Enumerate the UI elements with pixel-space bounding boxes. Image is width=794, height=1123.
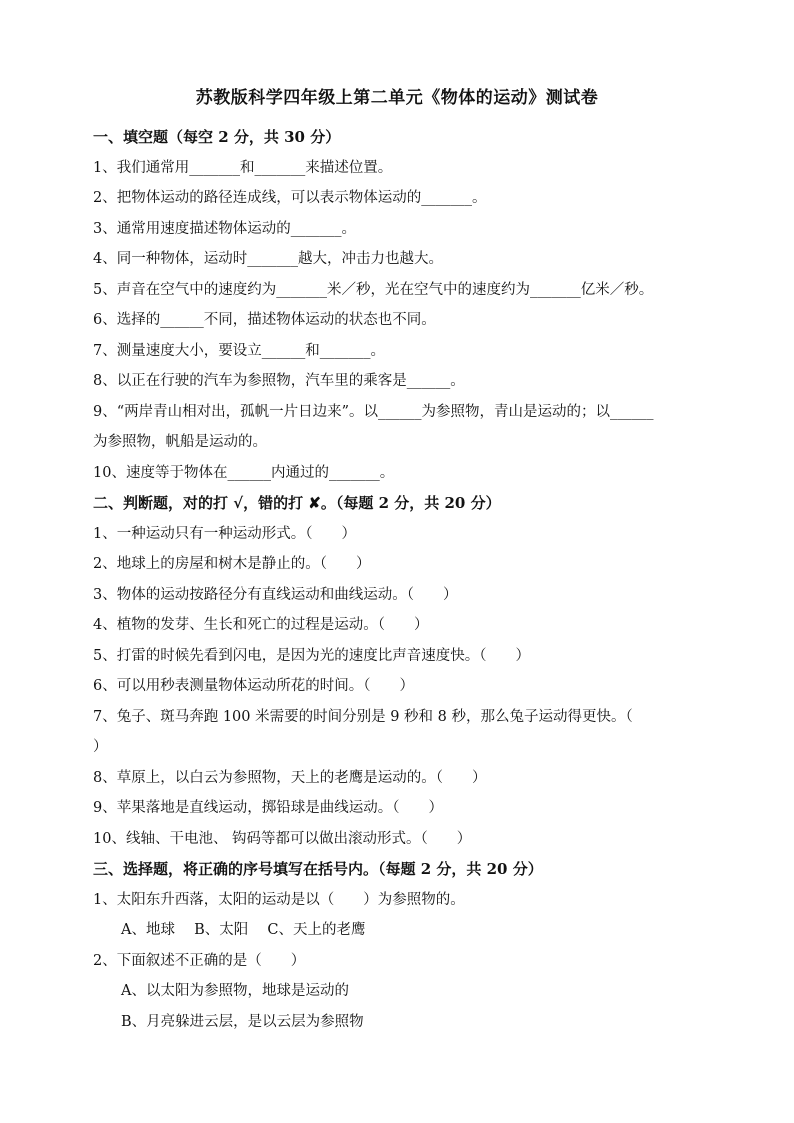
fill-question-1: 1、我们通常用_______和_______来描述位置。 — [93, 159, 393, 176]
section-3-heading: 三、选择题，将正确的序号填写在括号内。（每题 2 分，共 20 分） — [93, 860, 543, 878]
judge-question-8: 8、草原上，以白云为参照物，天上的老鹰是运动的。（ ） — [93, 769, 487, 786]
choice-question-1-options: A、地球 B、太阳 C、天上的老鹰 — [121, 922, 366, 938]
judge-question-7: 7、兔子、斑马奔跑 100 米需要的时间分别是 9 秒和 8 秒，那么兔子运动得更快。（ — [93, 708, 633, 725]
choice-question-2-option-b: B、月亮躲进云层，是以云层为参照物 — [121, 1013, 364, 1030]
judge-question-3: 3、物体的运动按路径分有直线运动和曲线运动。（ ） — [93, 586, 458, 603]
fill-question-4: 4、同一种物体，运动时_______越大，冲击力也越大。 — [93, 251, 443, 267]
judge-question-4: 4、植物的发芽、生长和死亡的过程是运动。（ ） — [93, 617, 429, 633]
judge-question-1: 1、一种运动只有一种运动形式。（ ） — [93, 525, 356, 542]
fill-question-9-continued: 为参照物，帆船是运动的。 — [93, 434, 267, 450]
fill-question-6: 6、选择的______不同，描述物体运动的状态也不同。 — [93, 312, 436, 328]
fill-question-5: 5、声音在空气中的速度约为_______米／秒，光在空气中的速度约为_______亿米／秒。 — [93, 281, 654, 298]
judge-question-6: 6、可以用秒表测量物体运动所花的时间。（ ） — [93, 678, 414, 694]
worksheet-content — [93, 122, 708, 1037]
fill-question-3: 3、通常用速度描述物体运动的_______。 — [93, 220, 356, 237]
choice-question-1: 1、太阳东升西落，太阳的运动是以（ ）为参照物的。 — [93, 891, 465, 908]
choice-question-2: 2、下面叙述不正确的是（ ） — [93, 952, 306, 969]
judge-question-5: 5、打雷的时候先看到闪电，是因为光的速度比声音速度快。（ ） — [93, 647, 530, 664]
choice-question-2-option-a: A、以太阳为参照物，地球是运动的 — [121, 983, 349, 999]
fill-question-10: 10、速度等于物体在______内通过的_______。 — [93, 464, 395, 481]
judge-question-9: 9、苹果落地是直线运动，掷铅球是曲线运动。（ ） — [93, 800, 443, 816]
fill-question-2: 2、把物体运动的路径连成线，可以表示物体运动的_______。 — [93, 190, 487, 206]
section-2-heading: 二、判断题，对的打 √，错的打 ✘。（每题 2 分，共 20 分） — [93, 494, 501, 512]
fill-question-9: 9、“两岸青山相对出，孤帆一片日边来”。以______为参照物，青山是运动的；以______ — [93, 403, 654, 420]
judge-question-7-continued: ） — [93, 739, 108, 755]
section-1-heading: 一、填空题（每空 2 分，共 30 分） — [93, 128, 341, 146]
fill-question-8: 8、以正在行驶的汽车为参照物，汽车里的乘客是______。 — [93, 373, 465, 389]
judge-question-2: 2、地球上的房屋和树木是静止的。（ ） — [93, 556, 371, 572]
judge-question-10: 10、线轴、干电池、 钩码等都可以做出滚动形式。（ ） — [93, 830, 472, 847]
fill-question-7: 7、测量速度大小，要设立______和_______。 — [93, 342, 385, 359]
page-title: 苏教版科学四年级上第二单元《物体的运动》测试卷 — [195, 88, 599, 108]
